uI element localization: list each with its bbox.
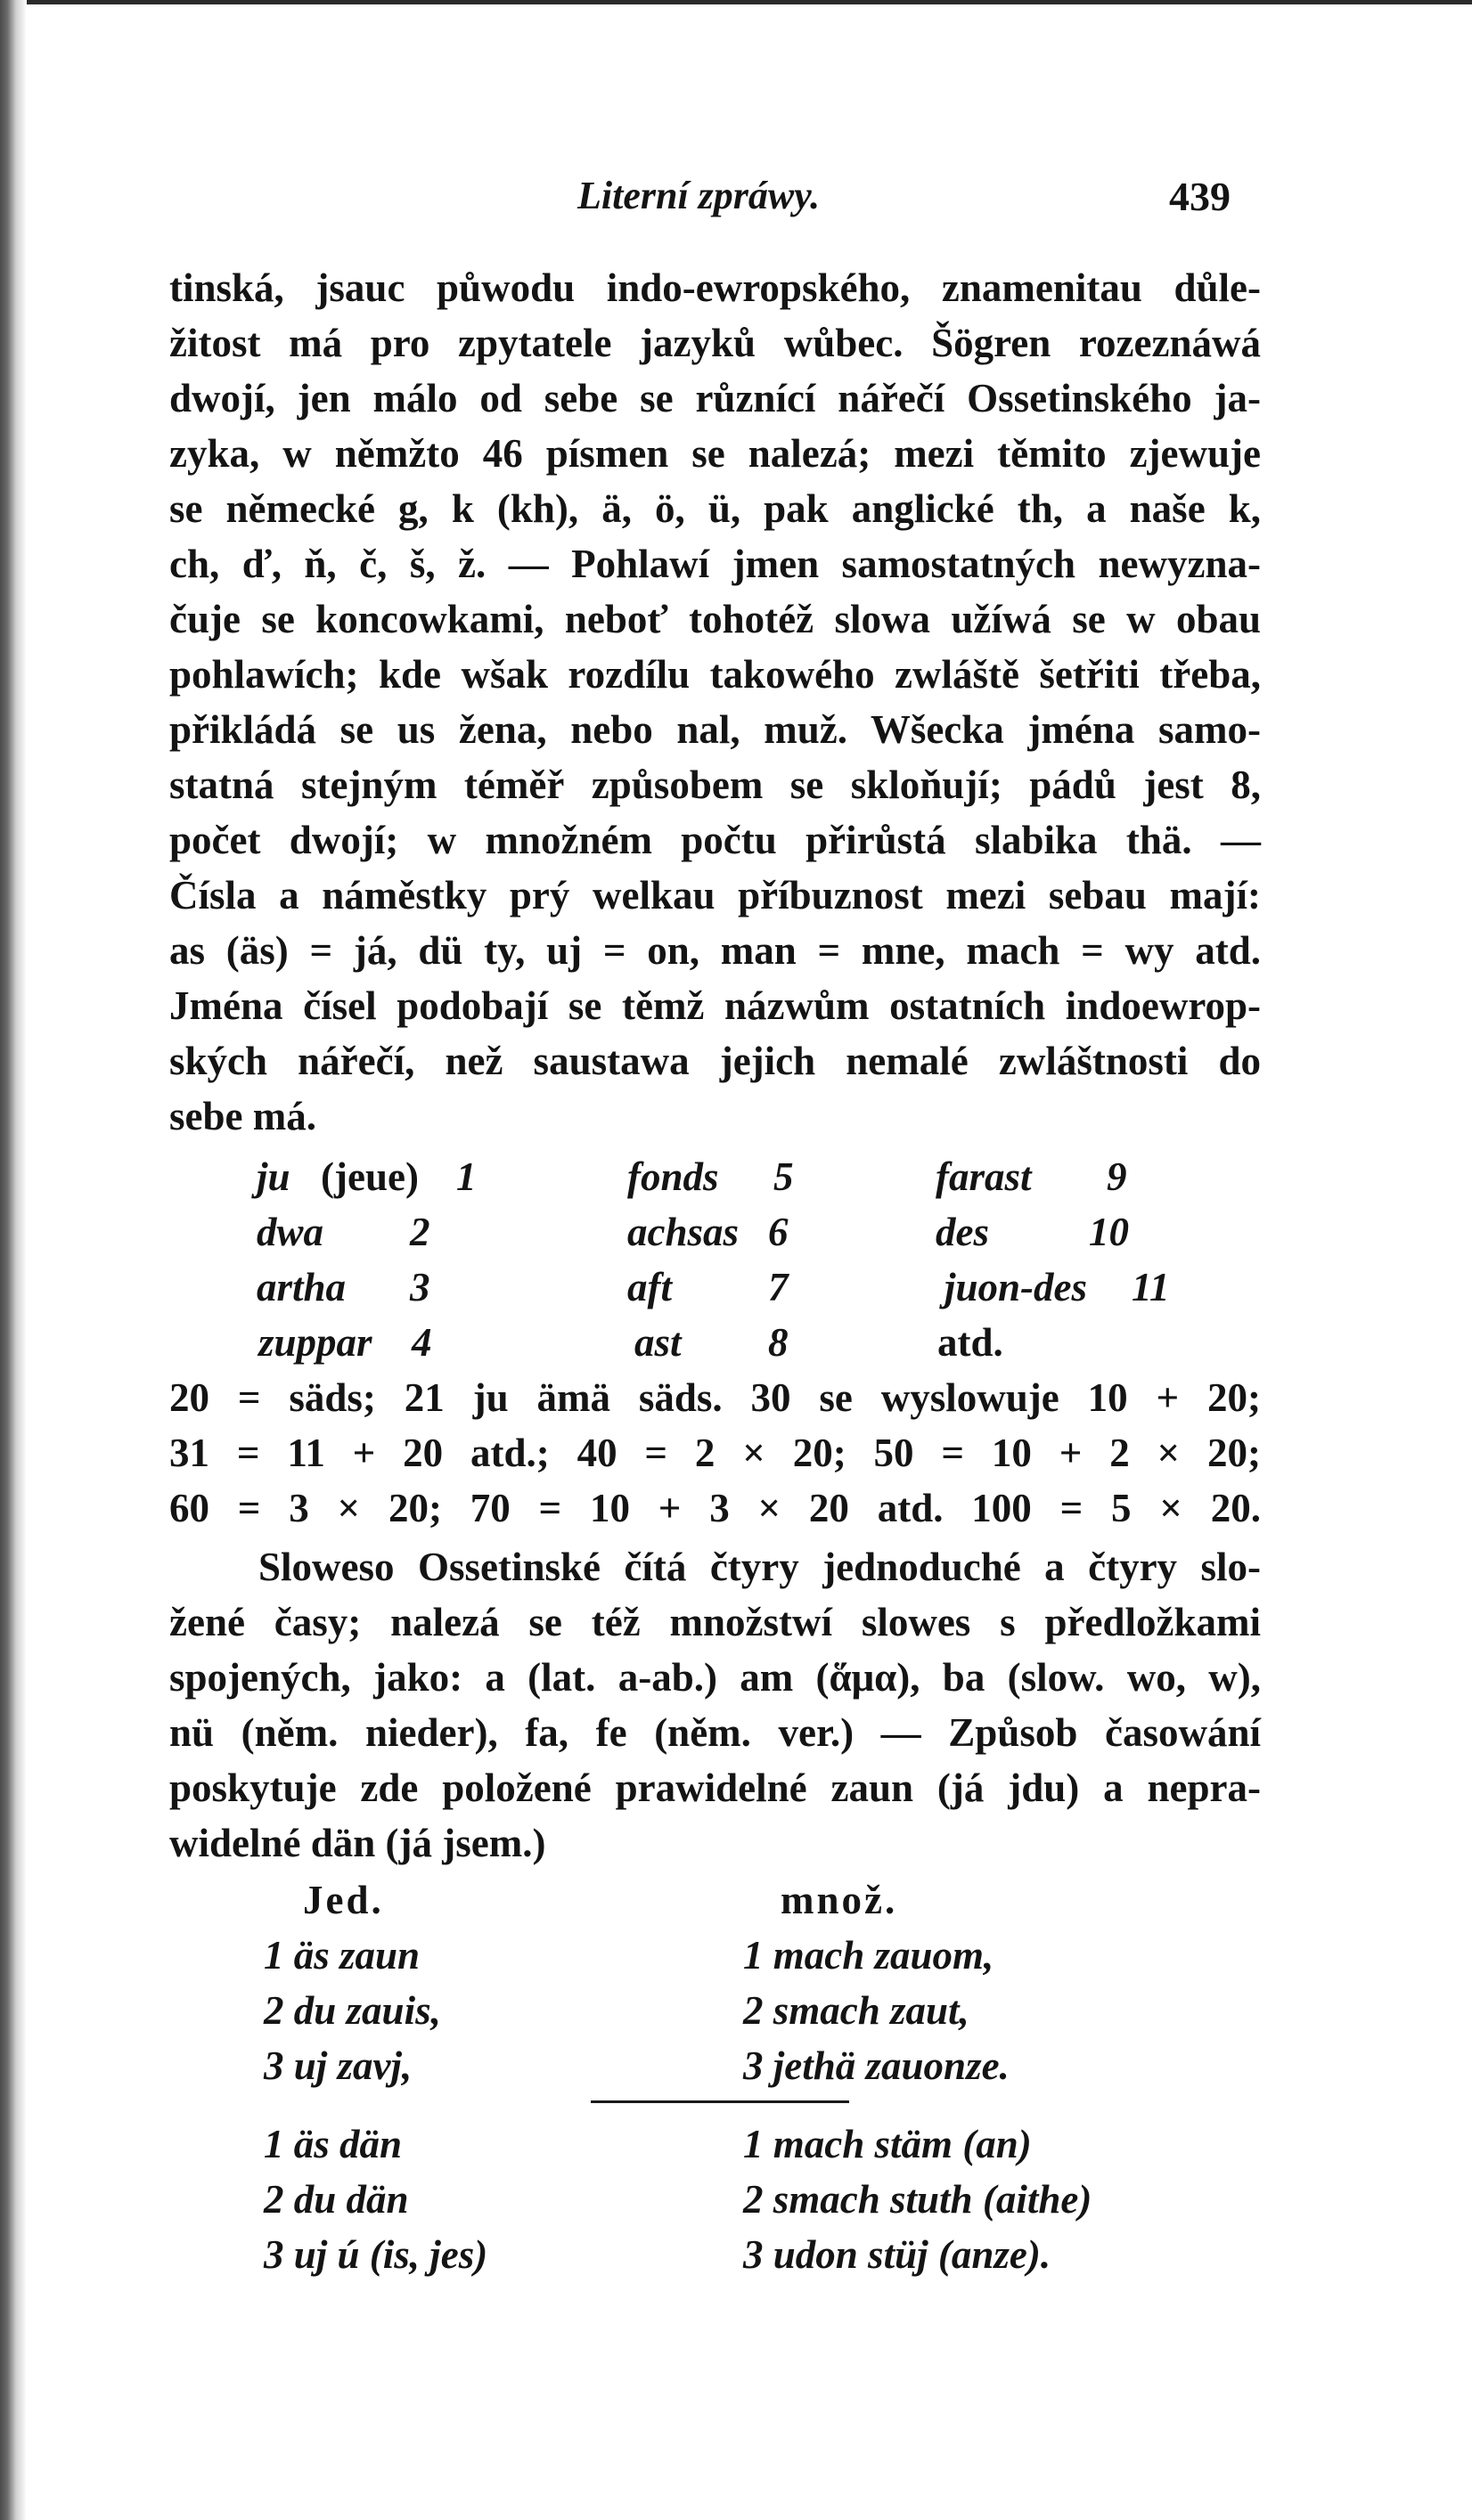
numeral-word: des — [936, 1210, 989, 1254]
numeral-note: (jeue) — [321, 1154, 419, 1199]
numeral-word: ast — [634, 1320, 682, 1365]
text-line: zyka, w němžto 46 písmen se nalezá; mezi těmito zjewuje — [169, 431, 1261, 476]
numeral-word: dwa — [257, 1210, 324, 1254]
conjugation-form: 2 smach stuth (aithe) — [743, 2177, 1092, 2222]
conjugation-form: 1 äs dän — [264, 2122, 403, 2166]
text-line: Čísla a náměstky prý welkau příbuznost mezi sebau mají: — [169, 873, 1261, 917]
text-line: spojených, jako: a (lat. a-ab.) am (ἅμα), ba (slow. wo, w), — [169, 1655, 1261, 1700]
text-line: tinská, jsauc půwodu indo-ewropského, znamenitau důle- — [169, 265, 1261, 310]
numeral-word: achsas — [627, 1210, 740, 1254]
arith-line: 20 = säds; 21 ju ämä säds. 30 se wyslowuje 10 + 20; — [169, 1375, 1261, 1420]
plural-header: množ. — [781, 1878, 898, 1922]
numeral-value: 6 — [768, 1210, 789, 1254]
conjugation-form: 1 mach stäm (an) — [743, 2122, 1032, 2166]
conjugation-form: 3 uj ú (is, jes) — [264, 2232, 488, 2277]
text-line: ských nářečí, než saustawa jejich nemalé zwláštnosti do — [169, 1039, 1261, 1083]
numeral-word: ju — [257, 1154, 290, 1199]
text-line: statná stejným téměř způsobem se skloňují; pádů jest 8, — [169, 763, 1261, 807]
numeral-value: 7 — [768, 1265, 789, 1309]
conjugation-form: 2 smach zaut, — [743, 1988, 969, 2033]
numeral-word: aft — [627, 1265, 672, 1309]
numeral-word: juon-des — [945, 1265, 1088, 1309]
page-number: 439 — [1169, 174, 1231, 219]
conjugation-form: 2 du zauis, — [264, 1988, 441, 2033]
numeral-value: 11 — [1132, 1265, 1170, 1309]
text-line: Jména čísel podobají se těmž názwům ostatních indoewrop- — [169, 983, 1261, 1028]
text-line: sebe má. — [169, 1094, 316, 1138]
page-binding-edge — [0, 0, 27, 2520]
text-line: nü (něm. nieder), fa, fe (něm. ver.) — Způsob časowání — [169, 1710, 1261, 1755]
text-line: Sloweso Ossetinské čítá čtyry jednoduché a čtyry slo- — [258, 1545, 1261, 1589]
numeral-value: 2 — [410, 1210, 430, 1254]
text-line: žitost má pro zpytatele jazyků wůbec. Šögren rozeznáwá — [169, 321, 1261, 365]
text-line: se německé g, k (kh), ä, ö, ü, pak anglické th, a naše k, — [169, 486, 1261, 531]
text-line: widelné dän (já jsem.) — [169, 1821, 546, 1865]
numeral-word: zuppar — [258, 1320, 372, 1365]
singular-header: Jed. — [303, 1878, 384, 1922]
text-line: poskytuje zde položené prawidelné zaun (já jdu) a nepra- — [169, 1766, 1261, 1810]
conjugation-form: 1 mach zauom, — [743, 1933, 994, 1978]
text-line: počet dwojí; w množném počtu přirůstá slabika thä. — — [169, 818, 1261, 862]
section-divider — [591, 2100, 849, 2103]
text-line: ch, ď, ň, č, š, ž. — Pohlawí jmen samostatných newyzna- — [169, 542, 1261, 586]
numeral-value: 9 — [1107, 1154, 1127, 1199]
numeral-value: 3 — [410, 1265, 430, 1309]
numeral-word: fonds — [627, 1154, 719, 1199]
text-line: čuje se koncowkami, neboť tohotéž slowa užíwá se w obau — [169, 597, 1261, 641]
arith-line: 31 = 11 + 20 atd.; 40 = 2 × 20; 50 = 10 + 2 × 20; — [169, 1431, 1261, 1475]
text-line: žené časy; nalezá se též množstwí slowes s předložkami — [169, 1600, 1261, 1644]
numeral-word: atd. — [937, 1320, 1003, 1365]
conjugation-form: 1 äs zaun — [264, 1933, 421, 1978]
running-header-title: Literní zpráwy. — [577, 174, 821, 217]
numeral-value: 8 — [768, 1320, 789, 1365]
text-line: as (äs) = já, dü ty, uj = on, man = mne, mach = wy atd. — [169, 928, 1261, 973]
text-line: přikládá se us žena, nebo nal, muž. Wšecka jména samo- — [169, 707, 1261, 752]
text-line: dwojí, jen málo od sebe se různící nářečí Ossetinského ja- — [169, 376, 1261, 420]
conjugation-form: 3 uj zavj, — [264, 2043, 413, 2088]
numeral-word: farast — [936, 1154, 1032, 1199]
numeral-value: 10 — [1089, 1210, 1129, 1254]
numeral-value: 4 — [412, 1320, 432, 1365]
conjugation-form: 2 du dän — [264, 2177, 409, 2222]
arith-line: 60 = 3 × 20; 70 = 10 + 3 × 20 atd. 100 = 5 × 20. — [169, 1486, 1261, 1530]
numeral-word: artha — [257, 1265, 347, 1309]
conjugation-form: 3 jethä zauonze. — [743, 2043, 1010, 2088]
numeral-value: 1 — [456, 1154, 477, 1199]
numeral-value: 5 — [773, 1154, 794, 1199]
conjugation-form: 3 udon stüj (anze). — [743, 2232, 1051, 2277]
text-line: pohlawích; kde wšak rozdílu takowého zwláště šetřiti třeba, — [169, 652, 1261, 697]
scan-top-edge — [27, 0, 1472, 4]
